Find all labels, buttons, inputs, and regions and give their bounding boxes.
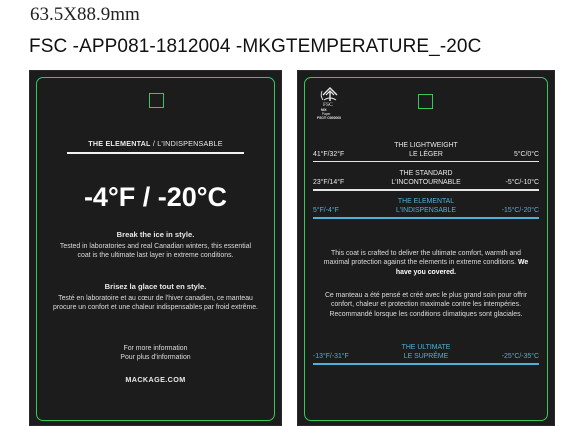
heading-separator: / — [150, 139, 158, 148]
tier-celsius: -25°C/-35°C — [501, 353, 539, 360]
tier-celsius: -15°C/-20°C — [501, 207, 539, 214]
label-file-code: FSC -APP081-1812004 -MKGTEMPERATURE_-20C — [29, 36, 482, 57]
more-info-fr: Pour plus d'information — [120, 354, 191, 362]
card-border — [36, 77, 275, 421]
description-en-emphasis: We have you covered. — [395, 259, 529, 276]
description-en: Tested in laboratories and real Canadian winters, this essential coat is the ultimate last layer in extreme conditions. — [59, 243, 252, 260]
hang-tag-back — [297, 70, 555, 426]
tier-name-en: THE STANDARD — [399, 170, 453, 177]
tier-row-elemental — [313, 198, 539, 220]
website-link[interactable]: MACKAGE.COM — [125, 375, 186, 384]
tier-rule — [313, 189, 539, 191]
fsc-wordmark: FSC — [323, 102, 333, 108]
fsc-logo — [317, 86, 347, 120]
tier-name-fr: LE SUPRÊME — [403, 353, 449, 360]
tier-celsius: 5°C/0°C — [513, 151, 539, 158]
fsc-license-code: FSC® C000000 — [317, 116, 341, 120]
tier-name-fr: L'INDISPENSABLE — [396, 207, 456, 214]
fsc-tree-icon — [319, 86, 341, 103]
description-en-body: This coat is crafted to deliver the ultimate comfort, warmth and maximal protection against the elements in extreme conditions. — [323, 250, 521, 267]
tier-row-lightweight — [313, 142, 539, 164]
tier-fahrenheit: 41°F/32°F — [313, 151, 345, 158]
placement-square — [418, 94, 433, 109]
temperature-rating: -4°F / -20°C — [83, 182, 228, 212]
tier-row-ultimate — [313, 344, 539, 366]
tier-name-fr: L'INDISPENSABLE — [157, 139, 223, 148]
tier-name-fr: L'INCONTOURNABLE — [391, 179, 461, 186]
tier-rule — [313, 363, 539, 365]
more-info-en: For more information — [123, 345, 188, 352]
tier-row-standard — [313, 170, 539, 192]
placement-square — [149, 93, 164, 108]
tier-celsius: -5°C/-10°C — [505, 179, 539, 186]
card-border — [304, 77, 548, 421]
description-fr: Ce manteau a été pensé et créé avec le plus grand soin pour offrir confort, chaleur et protection maximale contre les intempéries. Recommandé lorsque les conditions climatiques sont glaciales. — [324, 292, 528, 318]
tier-name-en: THE LIGHTWEIGHT — [394, 142, 458, 149]
description-en — [305, 249, 547, 277]
tier-fahrenheit: 5°F/-4°F — [313, 207, 339, 214]
tier-name-fr: LE LÉGER — [409, 151, 443, 158]
description-fr: Testé en laboratoire et au cœur de l'hiver canadien, ce manteau procure un confort et une chaleur indispensables par froid extrême. — [53, 295, 258, 312]
tier-name-en: THE ELEMENTAL — [88, 139, 151, 148]
tagline-en: Break the ice in style. — [116, 230, 195, 239]
fsc-mix: MIX — [321, 108, 327, 112]
tagline-fr: Brisez la glace tout en style. — [104, 282, 207, 291]
more-info — [37, 344, 274, 363]
hang-tag-front — [29, 70, 282, 426]
tier-name-en: THE ULTIMATE — [401, 344, 451, 351]
fsc-paper: Paper — [322, 112, 331, 116]
heading-rule — [67, 152, 244, 154]
tier-rule — [313, 161, 539, 162]
tier-heading — [37, 139, 274, 148]
tier-rule — [313, 217, 539, 219]
label-dimensions: 63.5X88.9mm — [30, 4, 140, 25]
tier-name-en: THE ELEMENTAL — [397, 198, 455, 205]
tier-fahrenheit: 23°F/14°F — [313, 179, 345, 186]
tier-fahrenheit: -13°F/-31°F — [313, 353, 349, 360]
